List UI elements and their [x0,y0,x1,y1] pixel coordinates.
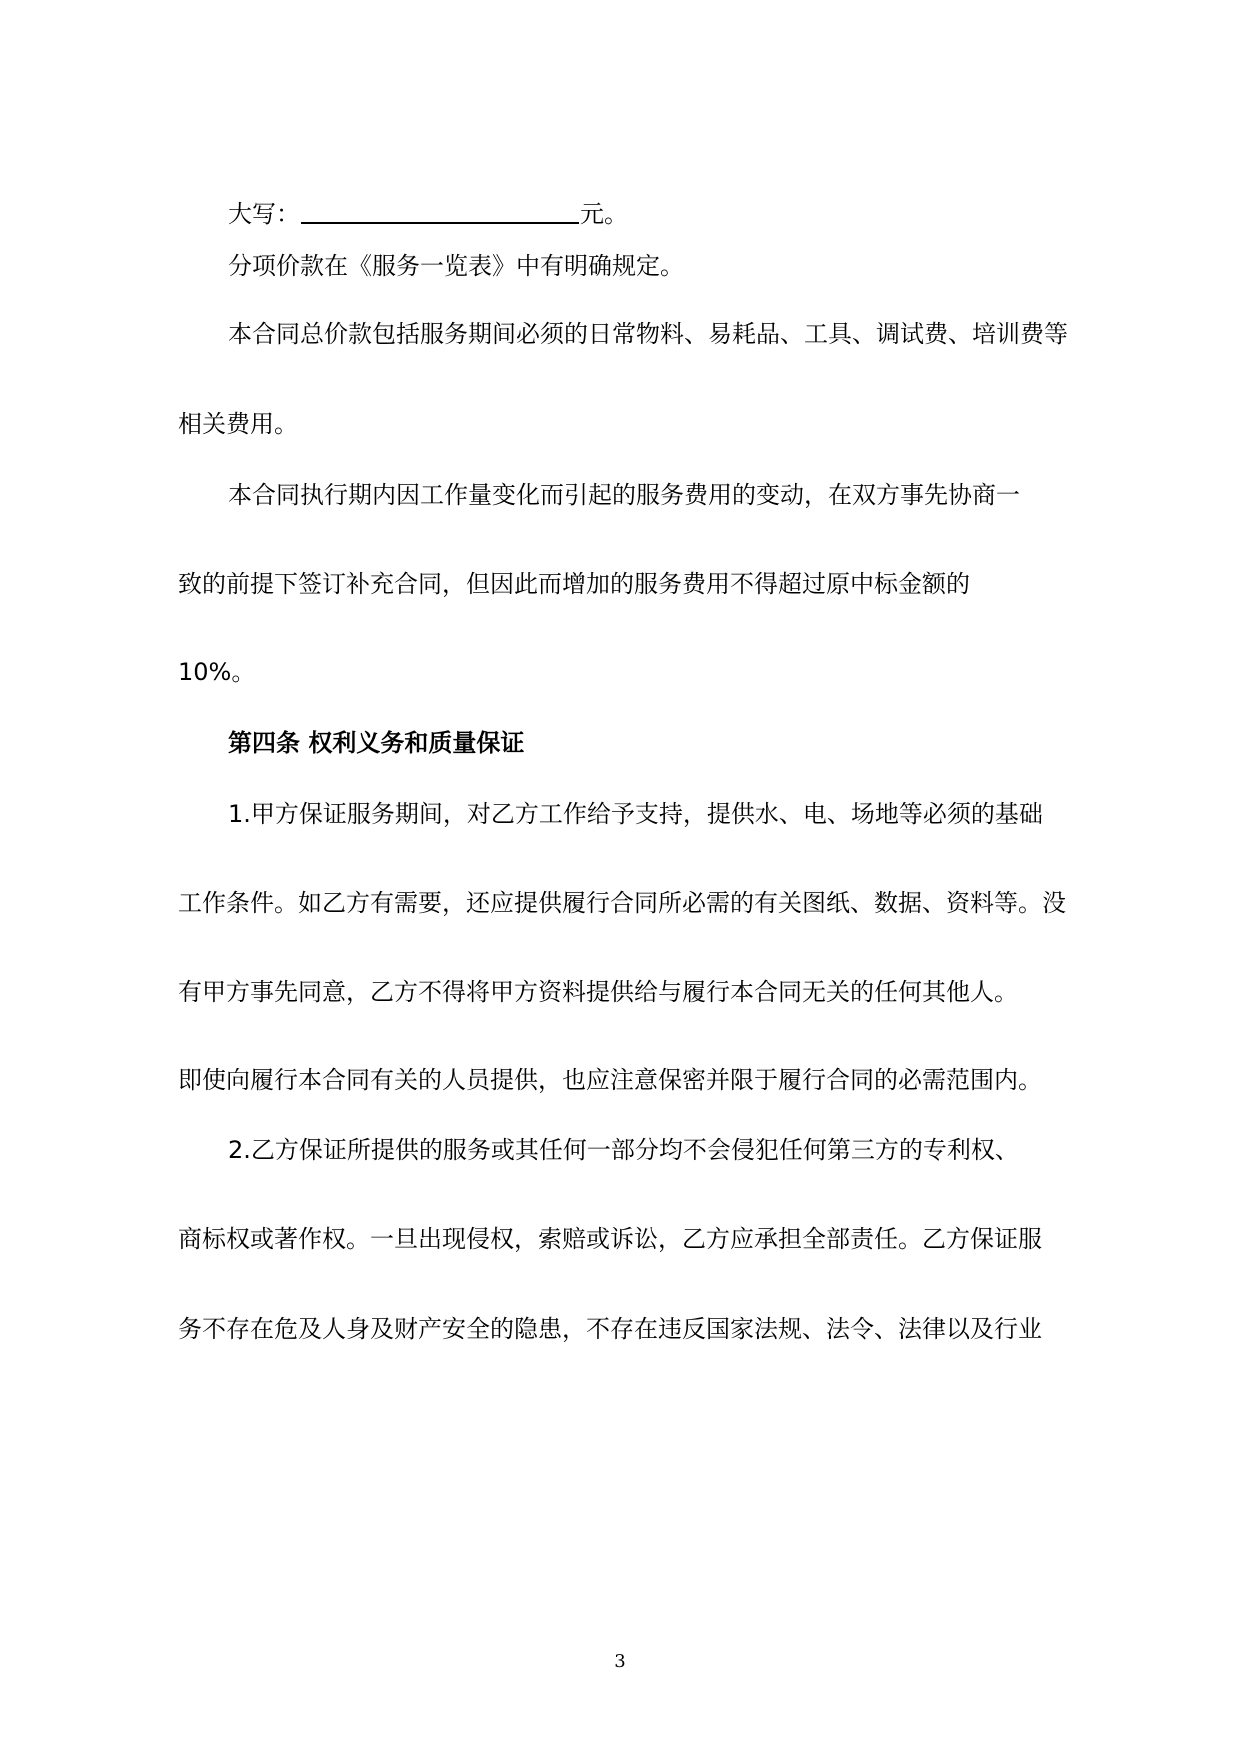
paragraph-total-price-line1: 本合同总价款包括服务期间必须的日常物料、易耗品、工具、调试费、培训费等 [228,320,1068,348]
price-in-words-suffix: 元。 [580,200,628,228]
page-number: 3 [614,1651,626,1672]
paragraph-fee-change-line1: 本合同执行期内因工作量变化而引起的服务费用的变动，在双方事先协商一 [228,481,1020,509]
paragraph-total-price-line2: 相关费用。 [178,410,298,438]
paragraph-fee-change-line2: 致的前提下签订补充合同，但因此而增加的服务费用不得超过原中标金额的 [178,570,970,598]
article-four-item1-line4: 即使向履行本合同有关的人员提供，也应注意保密并限于履行合同的必需范围内。 [178,1066,1042,1094]
article-four-heading: 第四条 权利义务和质量保证 [228,729,525,757]
article-four-item2-line1: 2.乙方保证所提供的服务或其任何一部分均不会侵犯任何第三方的专利权、 [228,1136,1019,1164]
price-in-words-line [228,196,628,230]
article-four-item2-line3: 务不存在危及人身及财产安全的隐患，不存在违反国家法规、法令、法律以及行业 [178,1315,1042,1343]
article-four-item2-line2: 商标权或著作权。一旦出现侵权，索赔或诉讼，乙方应承担全部责任。乙方保证服 [178,1225,1042,1253]
paragraph-itemized-price: 分项价款在《服务一览表》中有明确规定。 [228,252,684,280]
paragraph-fee-change-line3: 10%。 [178,658,256,686]
article-four-item1-line3: 有甲方事先同意，乙方不得将甲方资料提供给与履行本合同无关的任何其他人。 [178,978,1018,1006]
price-in-words-blank [301,196,579,224]
price-in-words-label: 大写： [228,200,300,228]
article-four-item1-line1: 1.甲方保证服务期间，对乙方工作给予支持，提供水、电、场地等必须的基础 [228,800,1043,828]
article-four-item1-line2: 工作条件。如乙方有需要，还应提供履行合同所必需的有关图纸、数据、资料等。没 [178,889,1066,917]
